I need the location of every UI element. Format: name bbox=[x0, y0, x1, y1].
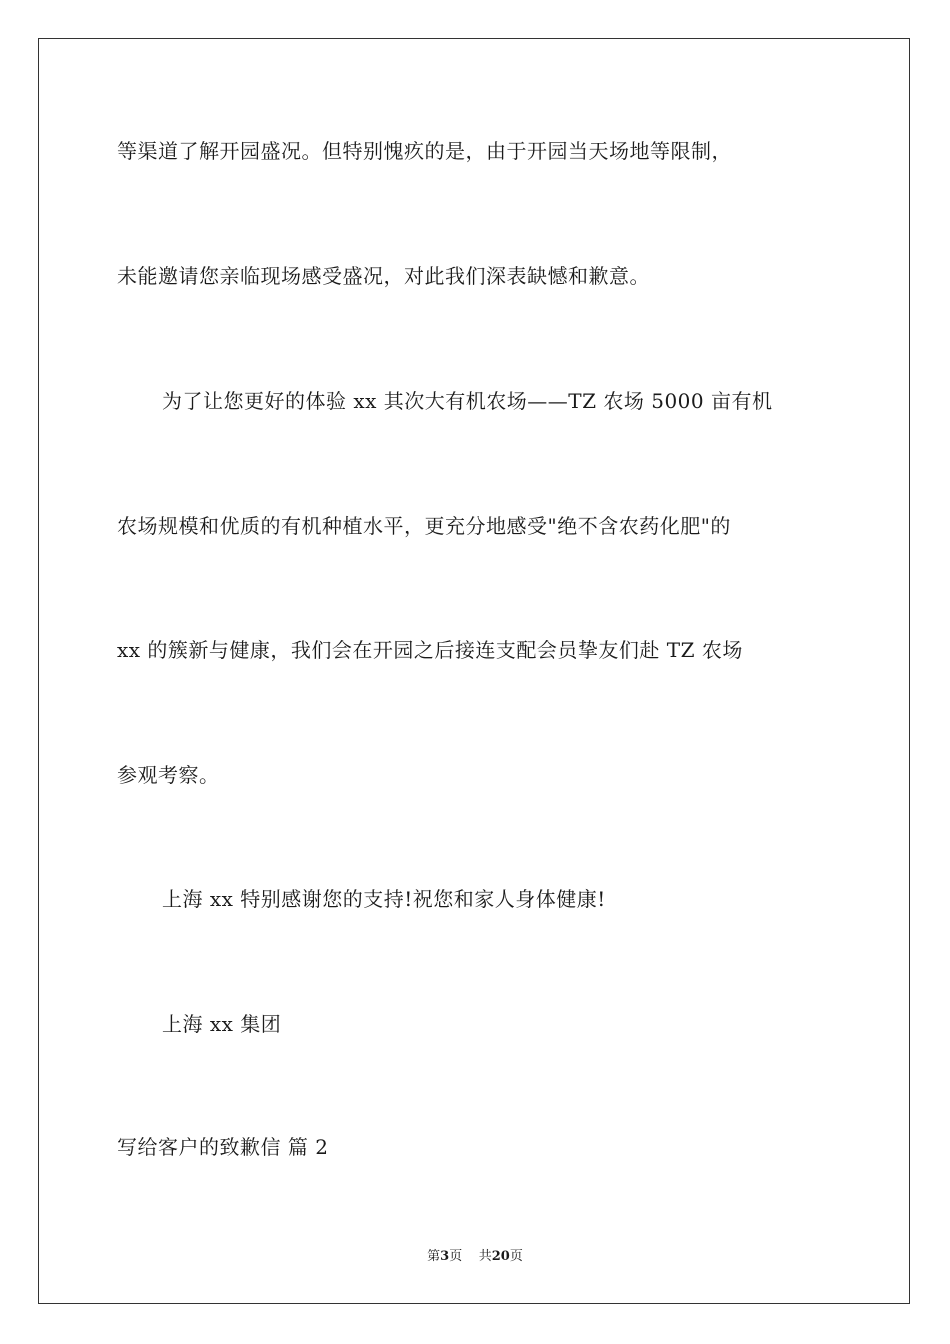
footer-total-pages: 20 bbox=[491, 1249, 510, 1264]
body-line-7: 上海 xx 特别感谢您的支持!祝您和家人身体健康! bbox=[162, 887, 606, 911]
body-line-1: 等渠道了解开园盛况。但特别愧疚的是，由于开园当天场地等限制， bbox=[117, 139, 732, 163]
footer-total-suffix: 页 bbox=[509, 1249, 523, 1264]
signature-line: 上海 xx 集团 bbox=[162, 1012, 282, 1036]
body-line-5: xx 的簇新与健康，我们会在开园之后接连支配会员挚友们赴 TZ 农场 bbox=[117, 638, 743, 662]
body-line-4: 农场规模和优质的有机种植水平，更充分地感受"绝不含农药化肥"的 bbox=[117, 514, 731, 538]
page-footer bbox=[0, 1248, 950, 1266]
body-line-6: 参观考察。 bbox=[117, 763, 220, 787]
footer-total-prefix: 共 bbox=[478, 1249, 492, 1264]
page-border bbox=[38, 38, 910, 1304]
section-heading: 写给客户的致歉信 篇 2 bbox=[117, 1135, 329, 1159]
footer-prefix: 第 bbox=[427, 1249, 441, 1264]
body-line-2: 未能邀请您亲临现场感受盛况，对此我们深表缺憾和歉意。 bbox=[117, 264, 650, 288]
body-line-3: 为了让您更好的体验 xx 其次大有机农场——TZ 农场 5000 亩有机 bbox=[162, 389, 773, 413]
footer-page-number: 3 bbox=[440, 1249, 450, 1264]
footer-page-suffix: 页 bbox=[449, 1249, 463, 1264]
